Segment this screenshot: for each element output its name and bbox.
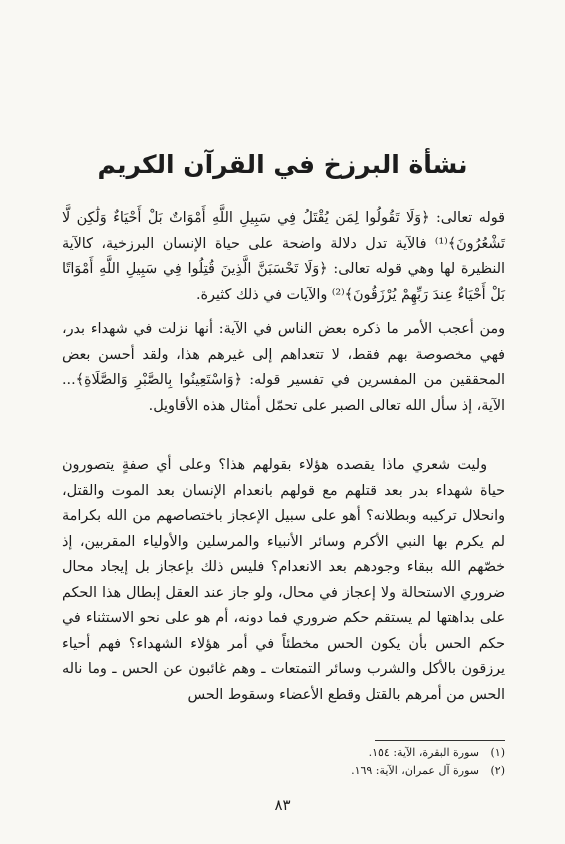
- paragraph-3: وليت شعري ماذا يقصده هؤلاء بقولهم هذا؟ وعلى أي صفةٍ يتصورون حياة شهداء بدر بعد قتلهم مع قولهم بانعدام الإنسان بعد الموت والقتل، وانحلال تركيبه وبطلانه؟ أهو على سبيل الإعجاز باختصاصهم من الله بكرامة لم يكرم بها النبي الأكرم وسائر الأنبياء والمرسلين والأولياء المقربين، إذ خصّهم الله ببقاء وجودهم بعد الانعدام؟ فليس ذلك بإعجاز بل إيجاد محال ضروري الاستحالة ولا إعجاز في محال، ولو جاز عند العقل إبطال هذا الحكم على بداهتها لم يستقم حكم ضروري فما دونه، أم هو على نحو الاستثناء في حكم الحس بأن يكون الحس مخطئاً في أمر هؤلاء الشهداء؟ فهم أحياء يرزقون بالأكل والشرب وسائر التمتعات ـ وهم غائبون عن الحس ـ وما ناله الحس من أمرهم بالقتل وقطع الأعضاء وسقوط الحس: [62, 457, 505, 703]
- footnotes: [62, 744, 505, 780]
- page-number: ٨٣: [274, 796, 291, 814]
- footnote-1: [62, 744, 505, 762]
- chapter-title: نشأة البرزخ في القرآن الكريم: [97, 150, 468, 179]
- footnote-text: سورة آل عمران، الآية: ١٦٩.: [351, 764, 479, 777]
- footnote-2: [62, 762, 505, 780]
- footnote-separator: [375, 740, 505, 741]
- paragraph-1: قوله تعالى: ﴿وَلَا تَقُولُوا لِمَن يُقْتَلُ فِي سَبِيلِ اللَّهِ أَمْوَاتٌ بَلْ أَحْيَاءٌ وَلَٰكِن لَّا تَشْعُرُونَ﴾⁽¹⁾ فالآية تدل دلالة واضحة على حياة الإنسان البرزخية، كالآية النظيرة لها وهي قوله تعالى: ﴿وَلَا تَحْسَبَنَّ الَّذِينَ قُتِلُوا فِي سَبِيلِ اللَّهِ أَمْوَاتًا بَلْ أَحْيَاءٌ عِندَ رَبِّهِمْ يُرْزَقُونَ﴾⁽²⁾ والآيات في ذلك كثيرة.: [62, 210, 505, 303]
- paragraph-2: ومن أعجب الأمر ما ذكره بعض الناس في الآية: أنها نزلت في شهداء بدر، فهي مخصوصة بهم فقط، لا تتعداهم إلى غيرهم هذا، ولقد أحسن بعض المحققين من المفسرين في تفسير قوله: ﴿وَاسْتَعِينُوا بِالصَّبْرِ وَالصَّلَاةِ﴾... الآية، إذ سأل الله تعالى الصبر على تحمّل أمثال هذه الأقاويل.: [62, 321, 505, 414]
- footnote-number: (٢): [490, 764, 505, 777]
- footnote-text: سورة البقرة، الآية: ١٥٤.: [368, 746, 479, 759]
- footnote-number: (١): [490, 746, 505, 759]
